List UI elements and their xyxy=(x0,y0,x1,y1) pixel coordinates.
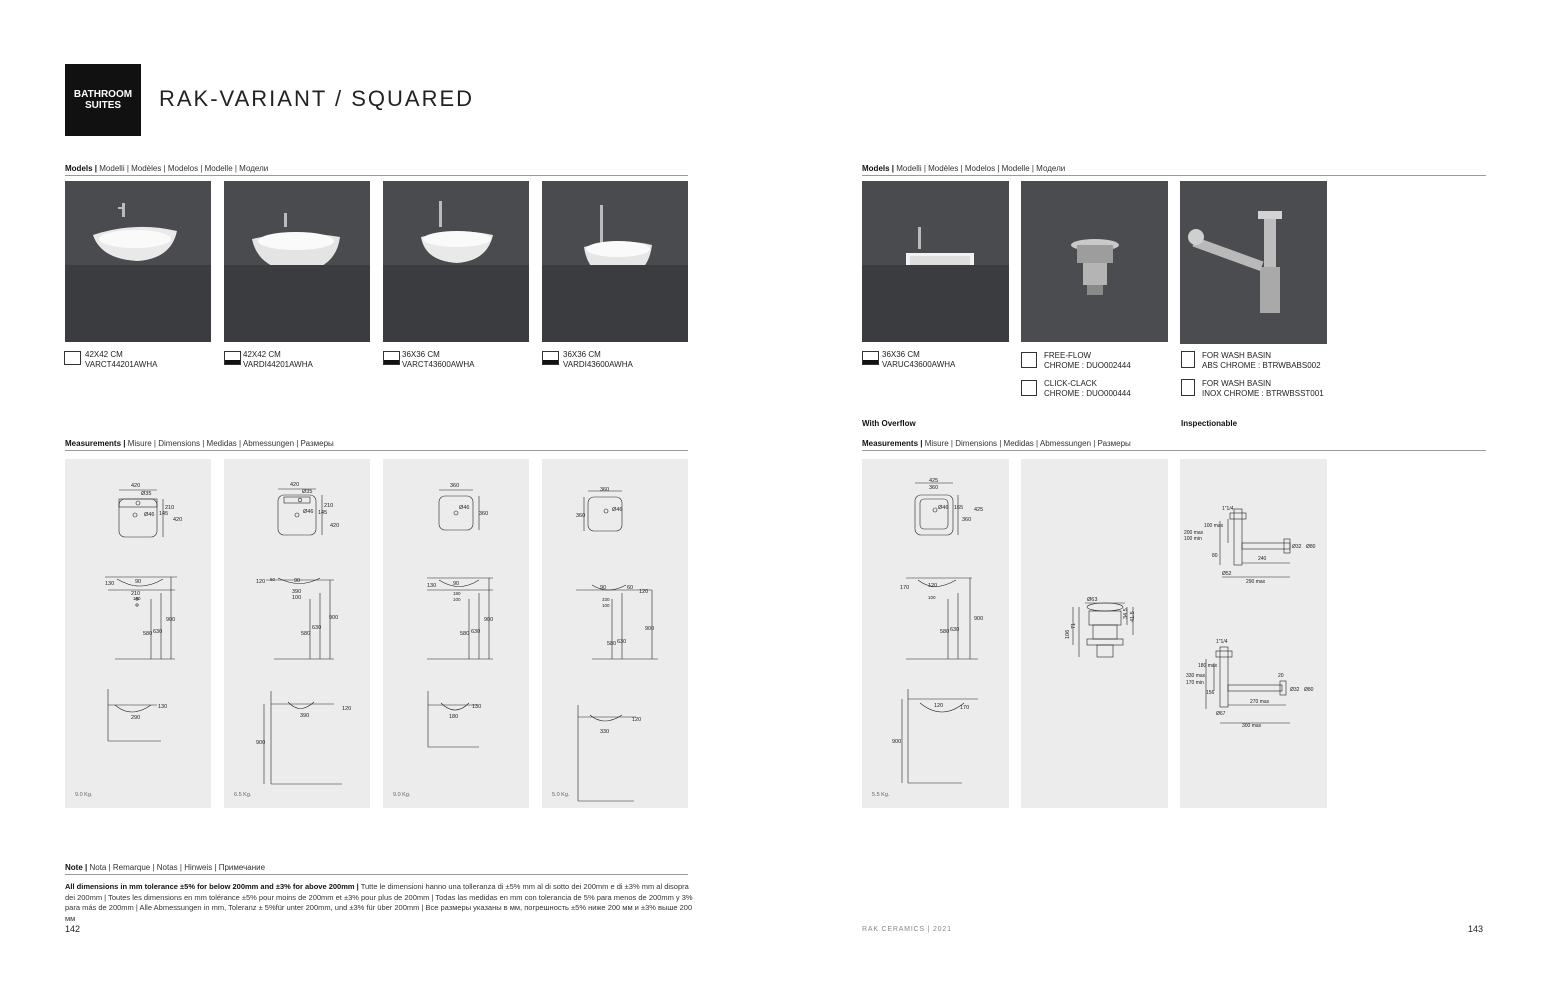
svg-text:100: 100 xyxy=(928,595,936,600)
svg-text:580: 580 xyxy=(940,629,950,635)
svg-text:Ø67: Ø67 xyxy=(1216,711,1226,717)
svg-text:200 max: 200 max xyxy=(1184,530,1204,536)
models-heading-left: Models | Modelli | Modèles | Modelos | Modelle | Модели xyxy=(65,164,269,173)
product-photo-3 xyxy=(383,181,529,342)
svg-text:90: 90 xyxy=(453,581,460,587)
svg-text:130: 130 xyxy=(427,583,437,589)
product-photo-waste xyxy=(1021,181,1168,342)
page-title: RAK-VARIANT / SQUARED xyxy=(159,86,475,111)
trap-caption: FOR WASH BASIN ABS CHROME : BTRWBABS002 xyxy=(1202,351,1321,370)
svg-text:900: 900 xyxy=(329,615,339,621)
svg-text:210: 210 xyxy=(165,505,175,511)
svg-text:100 min: 100 min xyxy=(1184,536,1202,542)
weight-label: 5.5 Kg. xyxy=(872,792,890,798)
drawing-panel-5 xyxy=(862,459,1009,808)
svg-text:630: 630 xyxy=(312,625,322,631)
technical-drawing xyxy=(862,459,1009,808)
svg-text:80: 80 xyxy=(1212,553,1218,559)
waste-caption: FREE-FLOW CHROME : DUO002444 xyxy=(1044,351,1131,370)
svg-text:420: 420 xyxy=(131,483,141,489)
svg-text:Ø32: Ø32 xyxy=(1292,544,1302,550)
svg-text:580: 580 xyxy=(607,641,617,647)
inspectionable-label: Inspectionable xyxy=(1181,419,1238,428)
svg-text:120: 120 xyxy=(256,579,266,585)
svg-text:180: 180 xyxy=(449,714,459,720)
product-caption: 36X36 CM VARUC43600AWHA xyxy=(882,350,956,369)
svg-text:Ø46: Ø46 xyxy=(459,505,470,511)
svg-text:60: 60 xyxy=(270,577,276,582)
with-overflow-label: With Overflow xyxy=(862,419,916,428)
svg-text:900: 900 xyxy=(484,617,494,623)
drawing-panel-4 xyxy=(542,459,688,808)
svg-text:180: 180 xyxy=(453,591,461,596)
weight-label: 6.5 Kg. xyxy=(234,792,252,798)
svg-text:330 max: 330 max xyxy=(1186,673,1206,679)
svg-text:100: 100 xyxy=(453,597,461,602)
svg-text:630: 630 xyxy=(950,627,960,633)
svg-text:390: 390 xyxy=(292,589,302,595)
svg-text:420: 420 xyxy=(290,482,300,488)
product-photo-trap xyxy=(1180,181,1327,344)
technical-drawing xyxy=(1021,459,1168,808)
svg-text:170: 170 xyxy=(900,585,910,591)
svg-text:170: 170 xyxy=(960,705,970,711)
svg-text:100: 100 xyxy=(292,595,302,601)
badge-text: BATHROOM SUITES xyxy=(73,89,133,111)
svg-text:130: 130 xyxy=(472,704,482,710)
svg-text:290: 290 xyxy=(131,715,141,721)
svg-text:145: 145 xyxy=(159,511,169,517)
svg-text:170 min: 170 min xyxy=(1186,680,1204,686)
drawing-panel-2 xyxy=(224,459,370,808)
svg-text:360: 360 xyxy=(450,483,460,489)
weight-label: 9.0 Kg. xyxy=(393,792,411,798)
svg-text:120: 120 xyxy=(934,703,944,709)
svg-text:630: 630 xyxy=(471,629,481,635)
svg-text:210: 210 xyxy=(131,591,141,597)
tolerance-note: All dimensions in mm tolerance ±5% for below 200mm and ±3% for above 200mm | Tutte le dimensioni hanno una tolleranza di ±5% mm al di sotto dei 200mm e di ±3% mm al disopra dei 200mm | Toutes les dimensions en mm tolérance ±5% pour moins de 200mm et ±3% pour plus de 200mm | Todas las medidas en mm con tolerancia de 5% para menos de 200mm y 3% para más de 200mm | Alle Abmessungen in mm, Toleranz ± 5%für unter 200mm, und ±3% für über 200mm | Все размеры указаны в мм, погрешность ±5% ниже 200 мм и ±3% выше 200 мм xyxy=(65,882,693,923)
undercounter-icon xyxy=(862,351,879,365)
product-photo-1 xyxy=(65,181,211,342)
svg-text:90: 90 xyxy=(294,578,301,584)
waste-photo-drawing xyxy=(1021,181,1168,342)
svg-text:34.5: 34.5 xyxy=(1123,608,1129,619)
waste-caption: CLICK-CLACK CHROME : DUO000444 xyxy=(1044,379,1131,398)
measurements-heading-right: Measurements | Misure | Dimensions | Medidas | Abmessungen | Размеры xyxy=(862,439,1131,448)
page-number-right: 143 xyxy=(1468,924,1484,934)
svg-text:630: 630 xyxy=(153,629,163,635)
note-heading: Note | Nota | Remarque | Notas | Hinweis | Примечание xyxy=(65,863,266,872)
svg-text:120: 120 xyxy=(632,717,642,723)
svg-text:100 max: 100 max xyxy=(1204,523,1224,529)
waste-icon xyxy=(1021,380,1037,396)
trap-icon xyxy=(1181,351,1195,368)
svg-text:360: 360 xyxy=(929,485,939,491)
drop-in-icon xyxy=(542,351,559,365)
svg-text:360: 360 xyxy=(600,487,610,493)
divider xyxy=(862,450,1486,451)
svg-text:420: 420 xyxy=(330,523,340,529)
countertop-icon xyxy=(383,351,400,365)
product-caption: 42X42 CM VARCT44201AWHA xyxy=(85,350,158,369)
svg-text:41.5: 41.5 xyxy=(1130,611,1136,622)
drawing-panel-3 xyxy=(383,459,529,808)
divider xyxy=(65,874,688,875)
svg-text:900: 900 xyxy=(645,626,655,632)
svg-text:Ø46: Ø46 xyxy=(144,512,155,518)
svg-text:330: 330 xyxy=(602,597,610,602)
waste-icon xyxy=(1021,352,1037,368)
svg-text:210: 210 xyxy=(324,503,334,509)
countertop-icon xyxy=(64,351,81,365)
models-heading-right: Models | Modelli | Modèles | Modelos | Modelle | Модели xyxy=(862,164,1066,173)
svg-text:120: 120 xyxy=(928,583,938,589)
trap-caption: FOR WASH BASIN INOX CHROME : BTRWBSST001 xyxy=(1202,379,1324,398)
footer-text: RAK CERAMICS | 2021 xyxy=(862,926,952,933)
divider xyxy=(65,450,688,451)
svg-text:60: 60 xyxy=(627,585,634,591)
svg-text:180 max: 180 max xyxy=(1198,663,1218,669)
svg-text:580: 580 xyxy=(143,631,153,637)
svg-text:1"1/4: 1"1/4 xyxy=(1222,506,1234,512)
svg-text:Ø46: Ø46 xyxy=(938,505,949,511)
svg-text:165: 165 xyxy=(954,505,964,511)
svg-text:390: 390 xyxy=(300,713,310,719)
svg-text:Ø80: Ø80 xyxy=(1306,544,1316,550)
svg-text:630: 630 xyxy=(617,639,627,645)
svg-text:190: 190 xyxy=(133,596,141,601)
divider xyxy=(65,175,688,176)
svg-text:100: 100 xyxy=(602,603,610,608)
svg-text:900: 900 xyxy=(256,740,266,746)
svg-text:300 max: 300 max xyxy=(1242,723,1262,729)
svg-text:145: 145 xyxy=(318,510,328,516)
svg-text:106: 106 xyxy=(1065,629,1071,639)
svg-text:Ø46: Ø46 xyxy=(303,509,314,515)
svg-text:425: 425 xyxy=(974,507,984,513)
trap-photo-drawing xyxy=(1180,181,1327,344)
drawing-panel-trap xyxy=(1180,459,1327,808)
section-badge xyxy=(65,64,141,136)
svg-text:1"1/4: 1"1/4 xyxy=(1216,639,1228,645)
svg-text:900: 900 xyxy=(974,616,984,622)
svg-text:425: 425 xyxy=(929,478,939,484)
drop-in-icon xyxy=(224,351,241,365)
svg-text:130: 130 xyxy=(158,704,168,710)
svg-text:270 max: 270 max xyxy=(1250,699,1270,705)
svg-text:360: 360 xyxy=(576,513,586,519)
product-photo-4 xyxy=(542,181,688,342)
svg-text:Ø80: Ø80 xyxy=(1304,687,1314,693)
product-caption: 36X36 CM VARCT43600AWHA xyxy=(402,350,475,369)
technical-drawing xyxy=(224,459,370,808)
svg-text:Ø52: Ø52 xyxy=(1222,571,1232,577)
svg-text:120: 120 xyxy=(639,589,649,595)
svg-text:360: 360 xyxy=(479,511,489,517)
divider xyxy=(862,175,1486,176)
svg-text:90: 90 xyxy=(600,585,607,591)
svg-text:Ø35: Ø35 xyxy=(302,489,313,495)
weight-label: 5.0 Kg. xyxy=(552,792,570,798)
svg-text:Ø63: Ø63 xyxy=(1087,597,1098,603)
svg-text:156: 156 xyxy=(1206,690,1215,696)
svg-text:580: 580 xyxy=(301,631,311,637)
svg-text:Ø46: Ø46 xyxy=(612,507,623,513)
product-caption: 36X36 CM VARDI43600AWHA xyxy=(563,350,633,369)
svg-text:Ø32: Ø32 xyxy=(1290,687,1300,693)
svg-text:20: 20 xyxy=(1278,673,1284,679)
technical-drawing xyxy=(383,459,529,808)
weight-label: 9.0 Kg. xyxy=(75,792,93,798)
svg-text:90: 90 xyxy=(135,579,142,585)
svg-text:900: 900 xyxy=(892,739,902,745)
svg-text:240: 240 xyxy=(1258,556,1267,562)
measurements-heading-left: Measurements | Misure | Dimensions | Medidas | Abmessungen | Размеры xyxy=(65,439,334,448)
drawing-panel-waste xyxy=(1021,459,1168,808)
svg-text:71: 71 xyxy=(1071,622,1077,629)
svg-text:580: 580 xyxy=(460,631,470,637)
drawing-panel-1 xyxy=(65,459,211,808)
technical-drawing xyxy=(65,459,211,808)
technical-drawing xyxy=(542,459,688,808)
technical-drawing xyxy=(1180,459,1327,808)
svg-text:330: 330 xyxy=(600,729,610,735)
svg-text:420: 420 xyxy=(173,517,183,523)
product-photo-2 xyxy=(224,181,370,342)
svg-text:130: 130 xyxy=(105,581,115,587)
svg-text:290 max: 290 max xyxy=(1246,579,1266,585)
svg-text:900: 900 xyxy=(166,617,176,623)
product-caption: 42X42 CM VARDI44201AWHA xyxy=(243,350,313,369)
product-photo-5 xyxy=(862,181,1009,342)
trap-icon xyxy=(1181,379,1195,396)
svg-text:Ø35: Ø35 xyxy=(141,491,152,497)
svg-text:360: 360 xyxy=(962,517,972,523)
page-number-left: 142 xyxy=(65,924,81,934)
svg-text:120: 120 xyxy=(342,706,352,712)
